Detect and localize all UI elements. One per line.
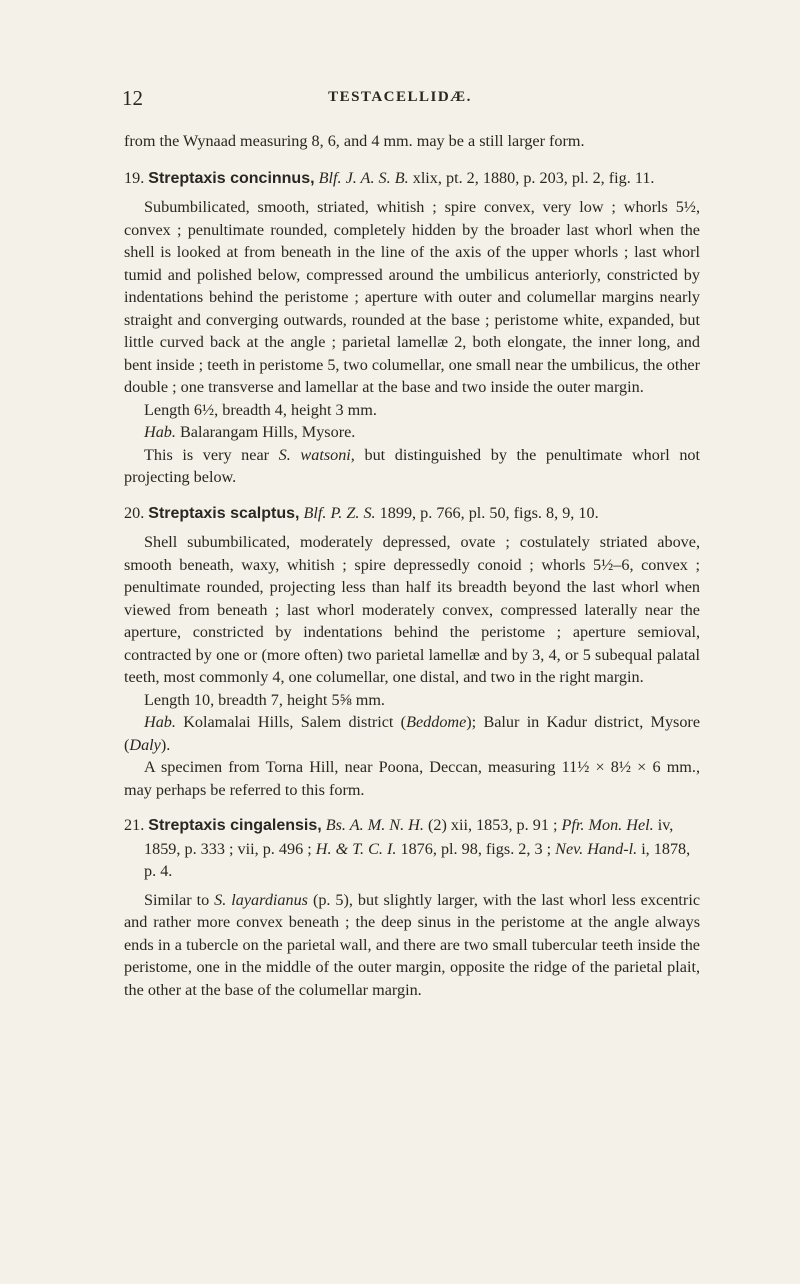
reference-author: Bs. A. M. N. H. bbox=[325, 816, 424, 834]
species-entry-20 bbox=[124, 502, 700, 802]
species-entry-21 bbox=[124, 814, 700, 1001]
reference-details: i, 1878, p. 4. bbox=[144, 839, 691, 880]
reference-author: Blf. P. Z. S. bbox=[303, 503, 376, 522]
habitat-text: Balarangam Hills, Mysore. bbox=[179, 423, 356, 441]
habitat-text: Kolamalai Hills, Salem district ( bbox=[183, 713, 407, 731]
specimen-note: A specimen from Torna Hill, near Poona, Deccan, measuring 11½ × 8½ × 6 mm., may perhaps be referred to this form. bbox=[124, 758, 700, 799]
entry-number: 20. bbox=[124, 503, 145, 522]
habitat-label: Hab. bbox=[144, 423, 176, 441]
species-description: Shell subumbilicated, moderately depressed, ovate ; costulately striated above, smooth beneath, waxy, whitish ; spire depressedly conoid ; whorls 5½–6, convex ; penultimate rounded, projecting less than half its breadth beyond the last whorl when viewed from beneath ; last whorl moderately convex, compressed laterally near the aperture, constricted by indentations behind the peristome ; aperture semioval, contracted by one or (more often) two parietal lamellæ and by 3, 4, or 5 subequal palatal teeth, most commonly 4, one columellar, one distal, and two in the right margin. bbox=[124, 533, 700, 686]
entry-heading bbox=[124, 167, 700, 191]
species-description: Subumbilicated, smooth, striated, whitish ; spire convex, very low ; whorls 5½, convex ; penultimate rounded, completely hidden by the broader last whorl when the shell is looked at from beneath in the line of the axis of the upper whorls ; last whorl tumid and polished below, compressed around the umbilicus anteriorly, constricted by indentations behind the peristome ; aperture with outer and columellar margins nearly straight and converging outwards, rounded at the base ; peristome white, expanded, but little curved back at the angle ; parietal lamellæ 2, both elongate, the inner long, and bent inside ; teeth in peristome 5, two columellar, one small near the umbilicus, the other double ; one transverse and lamellar at the base and two inside the outer margin. bbox=[124, 198, 700, 396]
species-name: Streptaxis scalptus, bbox=[148, 504, 300, 522]
collector-name: Daly bbox=[129, 735, 161, 754]
measurements: Length 6½, breadth 4, height 3 mm. bbox=[144, 400, 377, 419]
reference-author: Pfr. Mon. Hel. bbox=[561, 816, 654, 834]
remark bbox=[124, 444, 700, 489]
reference-author: H. & T. C. I. bbox=[315, 839, 397, 858]
reference-author: Blf. J. A. S. B. bbox=[318, 168, 409, 187]
entry-heading bbox=[124, 502, 700, 526]
entry-heading bbox=[124, 814, 700, 883]
habitat bbox=[124, 421, 700, 444]
running-head bbox=[0, 86, 800, 110]
habitat-label: Hab. bbox=[144, 713, 176, 731]
measurements: Length 10, breadth 7, height 5⅝ mm. bbox=[144, 690, 385, 709]
entry-number: 21. bbox=[124, 816, 145, 834]
habitat bbox=[124, 711, 700, 756]
entry-number: 19. bbox=[124, 168, 145, 187]
running-title: TESTACELLIDÆ. bbox=[328, 89, 472, 105]
reference-details: xlix, pt. 2, 1880, p. 203, pl. 2, fig. 11. bbox=[412, 168, 655, 187]
reference-details: 1876, pl. 98, figs. 2, 3 ; bbox=[400, 839, 552, 858]
collector-name: Beddome bbox=[406, 713, 467, 731]
species-description bbox=[124, 889, 700, 1002]
remark-text-end: but distinguished by the penultimate whorl not projecting below. bbox=[124, 445, 701, 486]
species-name: Streptaxis cingalensis, bbox=[148, 817, 322, 834]
habitat-text: ); Balur in Kadur district, Mysore ( bbox=[124, 713, 701, 754]
reference-details: 1899, p. 766, pl. 50, figs. 8, 9, 10. bbox=[379, 503, 599, 522]
compared-species: S. layardianus bbox=[214, 890, 308, 909]
reference-details: (2) xii, 1853, p. 91 ; bbox=[427, 816, 558, 834]
habitat-text: ). bbox=[160, 735, 171, 754]
intro-paragraph: from the Wynaad measuring 8, 6, and 4 mm. may be a still larger form. bbox=[124, 132, 585, 150]
description-text: Similar to bbox=[144, 890, 210, 909]
page-number: 12 bbox=[122, 86, 143, 110]
remark-text: This is very near bbox=[144, 445, 270, 464]
species-name: Streptaxis concinnus, bbox=[148, 169, 315, 187]
page-body bbox=[124, 130, 700, 1001]
species-entry-19 bbox=[124, 167, 700, 489]
reference-details: iv, 1859, p. 333 ; vii, p. 496 ; bbox=[144, 816, 674, 858]
reference-author: Nev. Hand-l. bbox=[555, 839, 638, 858]
remark-species: S. watsoni, bbox=[278, 445, 355, 464]
description-text: (p. 5), but slightly larger, with the last whorl less excentric and rather more convex beneath ; the deep sinus in the peristome at the angle always ends in a tubercle on the parietal wall, and there are two small tubercular teeth inside the peristome, one in the middle of the outer margin, opposite the ridge of the parietal plait, the other at the base of the columellar margin. bbox=[124, 890, 700, 999]
